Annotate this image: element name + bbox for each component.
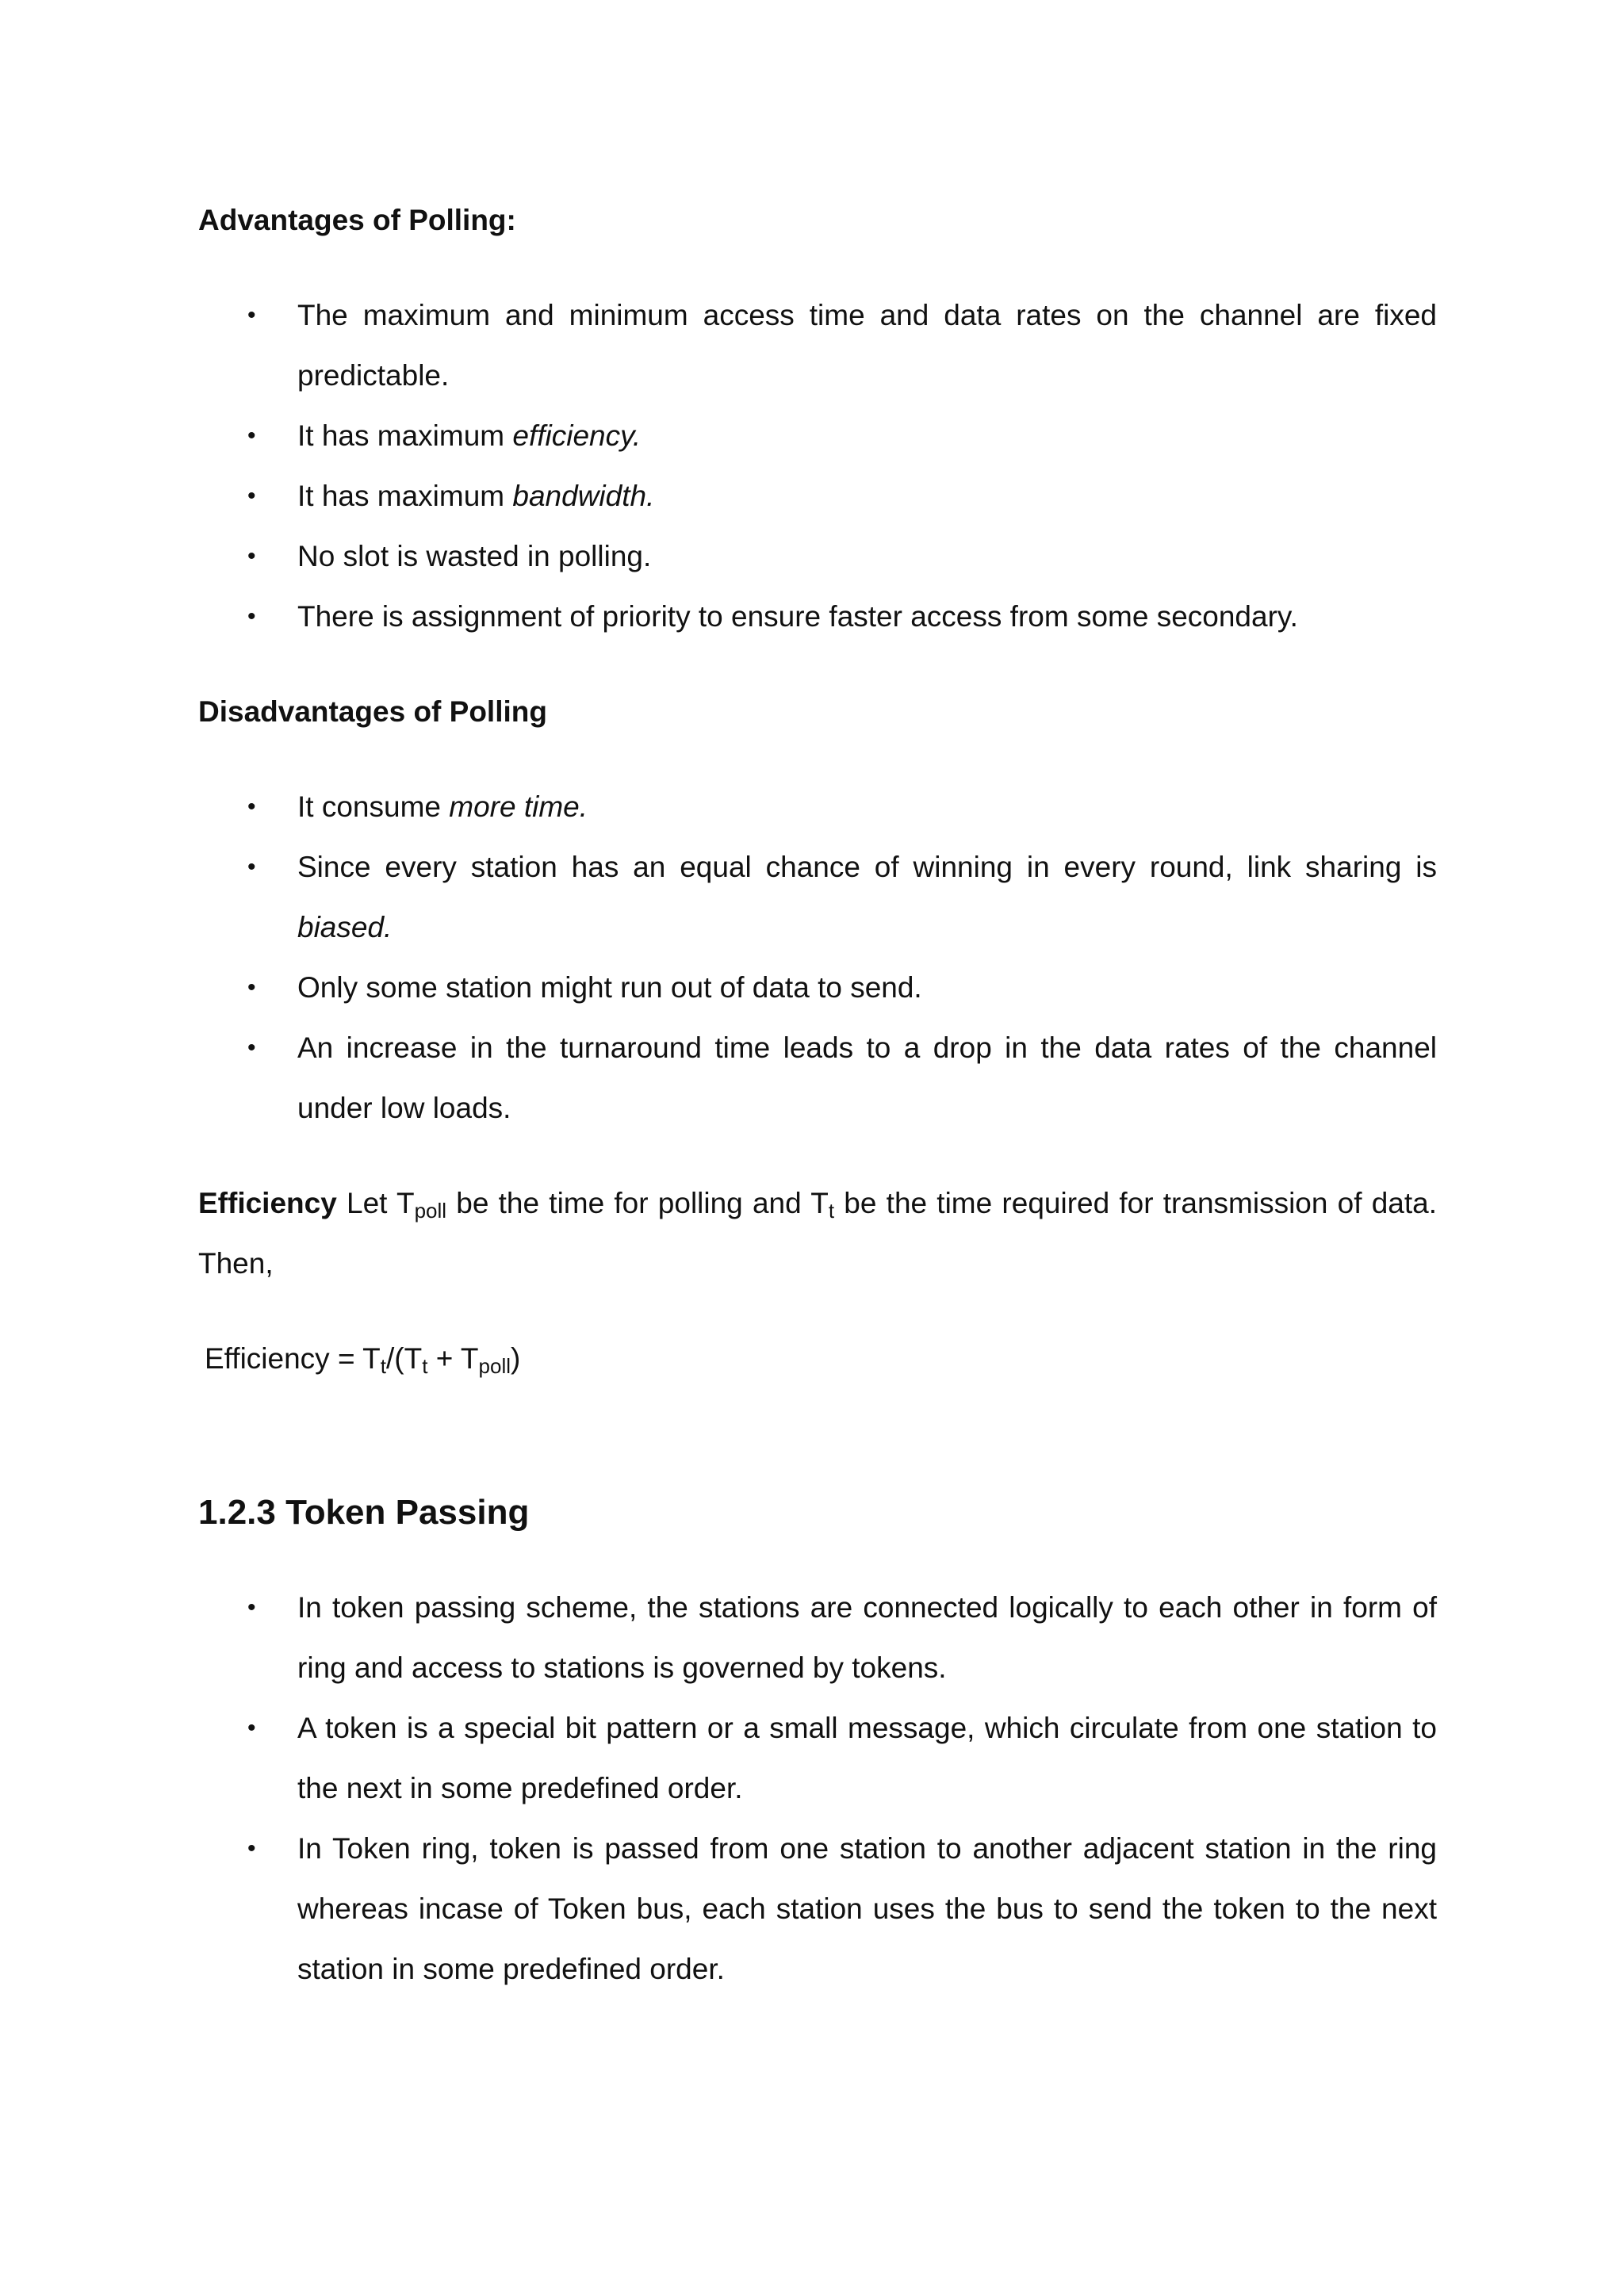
list-item-emphasis: efficiency. — [512, 419, 642, 452]
list-item-text: No slot is wasted in polling. — [297, 540, 652, 572]
formula-subscript: t — [380, 1354, 386, 1378]
list-item-text: Since every station has an equal chance of winning in every round, link sharing is — [297, 851, 1437, 883]
disadvantages-list — [198, 777, 1437, 1138]
efficiency-label: Efficiency — [198, 1187, 337, 1219]
list-item-emphasis: more time. — [449, 790, 588, 823]
bullet-icon: • — [247, 423, 256, 449]
bullet-icon: • — [247, 543, 256, 569]
list-item — [198, 777, 1437, 837]
formula-subscript: t — [422, 1354, 428, 1378]
list-item-text: A token is a special bit pattern or a small message, which circulate from one station to the next in some predefined order. — [297, 1712, 1437, 1804]
document-page — [198, 190, 1437, 1999]
list-item-text: Only some station might run out of data to send. — [297, 971, 922, 1004]
list-item-text: It has maximum — [297, 480, 513, 512]
list-item — [198, 285, 1437, 406]
list-item — [198, 958, 1437, 1018]
list-item-text: There is assignment of priority to ensure faster access from some secondary. — [297, 600, 1298, 633]
list-item — [198, 466, 1437, 526]
formula-part: + T — [427, 1342, 479, 1375]
efficiency-text-2: be the time for polling and T — [446, 1187, 829, 1219]
advantages-heading: Advantages of Polling: — [198, 204, 516, 236]
bullet-icon: • — [247, 1715, 256, 1741]
disadvantages-heading: Disadvantages of Polling — [198, 695, 547, 728]
formula-part: ) — [511, 1342, 521, 1375]
formula-part: /(T — [386, 1342, 423, 1375]
token-passing-list — [198, 1578, 1437, 1999]
bullet-icon: • — [247, 1035, 256, 1061]
efficiency-formula — [205, 1329, 1437, 1389]
list-item-emphasis: biased. — [297, 911, 393, 943]
list-item-emphasis: bandwidth. — [512, 480, 655, 512]
list-item-text: An increase in the turnaround time leads to a drop in the data rates of the channel under low loads. — [297, 1031, 1437, 1124]
list-item — [198, 587, 1437, 647]
list-item-text: The maximum and minimum access time and data rates on the channel are fixed predictable. — [297, 299, 1437, 392]
bullet-icon: • — [247, 483, 256, 509]
list-item — [198, 1819, 1437, 1999]
bullet-icon: • — [247, 1835, 256, 1862]
subscript-poll: poll — [414, 1199, 447, 1223]
bullet-icon: • — [247, 603, 256, 629]
list-item-text: It consume — [297, 790, 450, 823]
formula-subscript: poll — [478, 1354, 511, 1378]
efficiency-paragraph — [198, 1173, 1437, 1294]
formula-part: Efficiency = T — [205, 1342, 381, 1375]
bullet-icon: • — [247, 794, 256, 820]
bullet-icon: • — [247, 302, 256, 328]
bullet-icon: • — [247, 1594, 256, 1621]
token-passing-heading: 1.2.3 Token Passing — [198, 1493, 530, 1532]
list-item — [198, 1698, 1437, 1819]
bullet-icon: • — [247, 974, 256, 1001]
list-item — [198, 526, 1437, 587]
list-item-text: In Token ring, token is passed from one station to another adjacent station in the ring whereas incase of Token bus, each station uses the bus to send the token to the next station in some predefined order. — [297, 1832, 1437, 1985]
advantages-list — [198, 285, 1437, 647]
list-item — [198, 1578, 1437, 1698]
efficiency-text-1: Let T — [336, 1187, 415, 1219]
bullet-icon: • — [247, 854, 256, 880]
list-item — [198, 837, 1437, 958]
list-item-text: It has maximum — [297, 419, 513, 452]
list-item — [198, 1018, 1437, 1138]
subscript-t: t — [828, 1199, 835, 1223]
list-item-text: In token passing scheme, the stations are connected logically to each other in form of ring and access to stations is governed by tokens. — [297, 1591, 1437, 1684]
list-item — [198, 406, 1437, 466]
efficiency-text-3: be the time required for transmission of data. Then, — [198, 1187, 1438, 1280]
